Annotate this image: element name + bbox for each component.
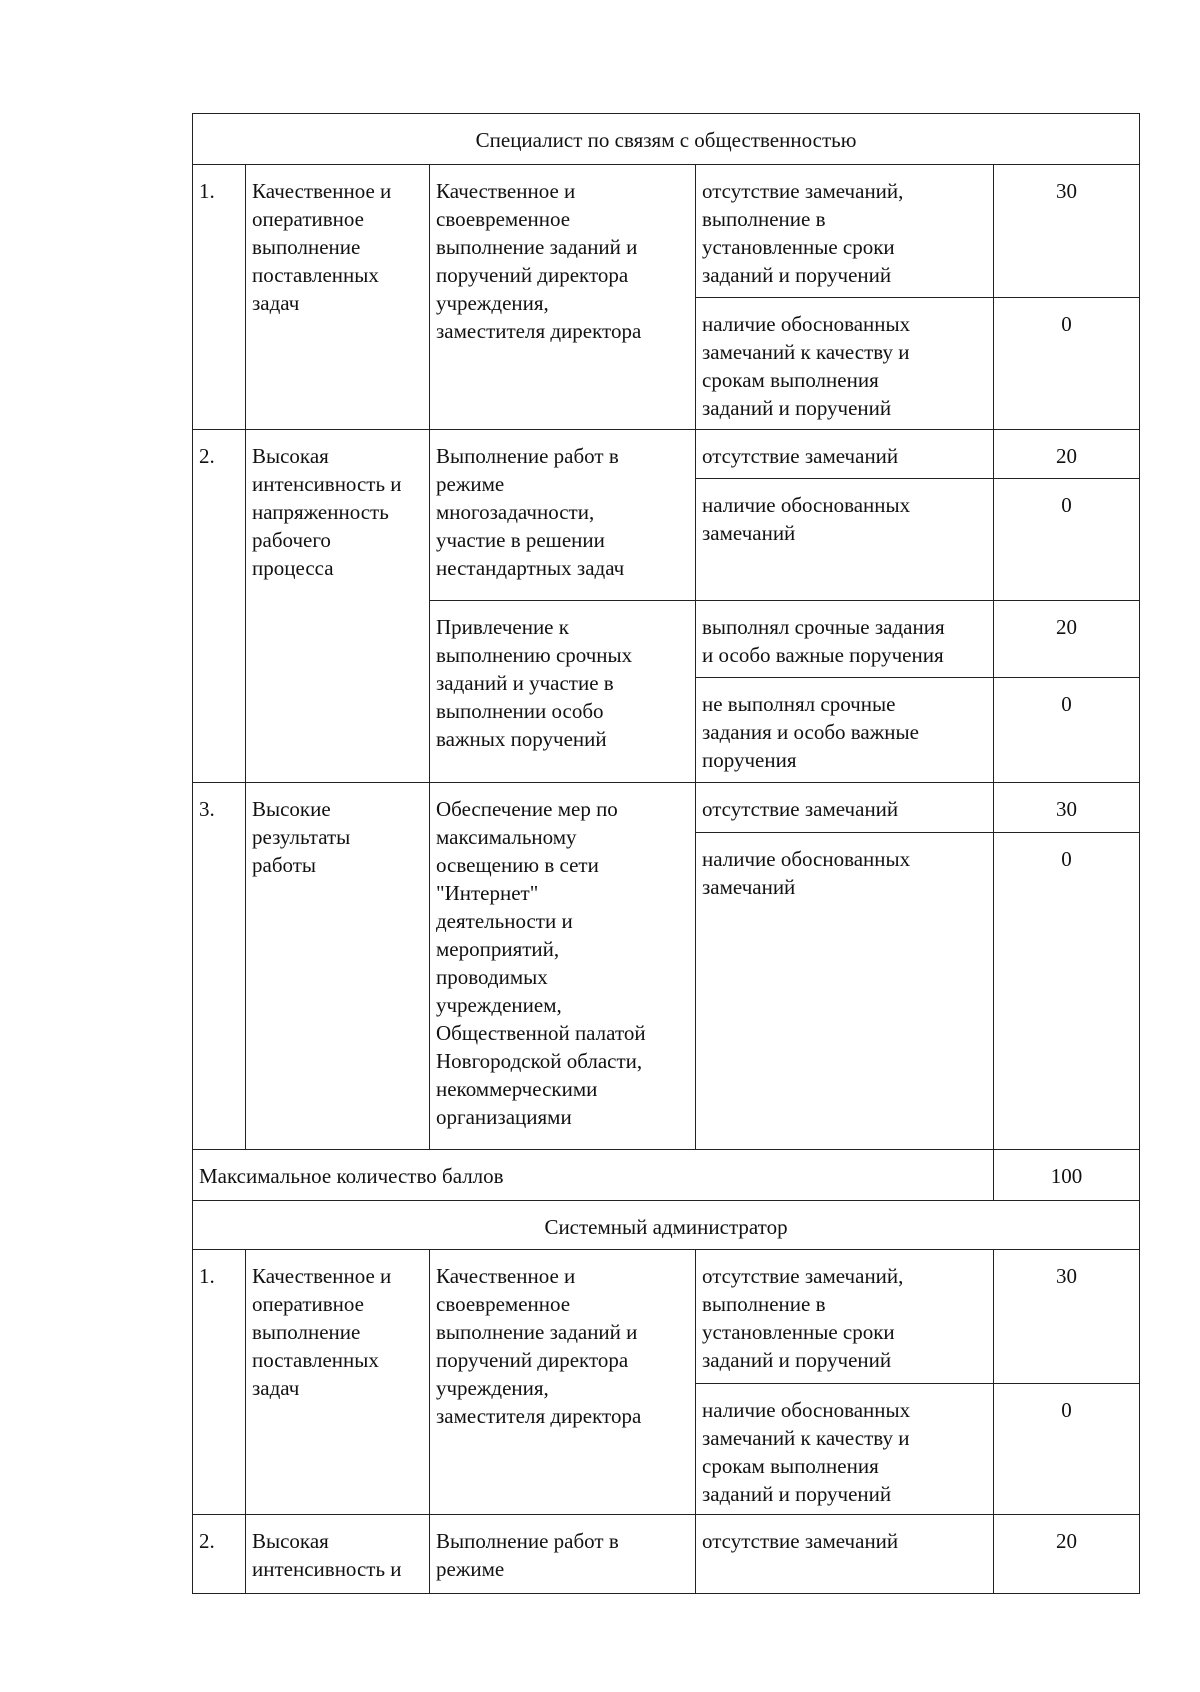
table-row (193, 783, 1140, 833)
points-cell: 30 (994, 165, 1140, 298)
points-cell: 0 (994, 678, 1140, 783)
condition-cell: выполнял срочные задания и особо важные поручения (696, 601, 994, 678)
indicator-cell: Качественное и своевременное выполнение заданий и поручений директора учреждения, заместителя директора (430, 1250, 696, 1515)
criterion-cell: Качественное и оперативное выполнение поставленных задач (246, 165, 430, 430)
condition-cell: отсутствие замечаний, выполнение в установленные сроки заданий и поручений (696, 165, 994, 298)
points-cell: 0 (994, 479, 1140, 601)
condition-cell: наличие обоснованных замечаний (696, 833, 994, 1150)
criterion-cell: Качественное и оперативное выполнение поставленных задач (246, 1250, 430, 1515)
section-title: Специалист по связям с общественностью (193, 114, 1140, 165)
row-number: 2. (193, 1515, 246, 1594)
condition-cell: отсутствие замечаний, выполнение в установленные сроки заданий и поручений (696, 1250, 994, 1384)
table-row (193, 165, 1140, 298)
table-row (193, 1250, 1140, 1384)
points-cell: 20 (994, 430, 1140, 479)
indicator-cell: Привлечение к выполнению срочных заданий и участие в выполнении особо важных поручений (430, 601, 696, 783)
points-cell: 0 (994, 298, 1140, 430)
table-row (193, 1515, 1140, 1594)
table-row (193, 430, 1140, 479)
points-cell: 20 (994, 601, 1140, 678)
total-value: 100 (994, 1150, 1140, 1201)
points-cell: 0 (994, 1384, 1140, 1515)
points-cell: 30 (994, 783, 1140, 833)
condition-cell: наличие обоснованных замечаний (696, 479, 994, 601)
condition-cell: отсутствие замечаний (696, 430, 994, 479)
condition-cell: отсутствие замечаний (696, 1515, 994, 1594)
indicator-cell: Выполнение работ в режиме (430, 1515, 696, 1594)
criterion-cell: Высокие результаты работы (246, 783, 430, 1150)
row-number: 3. (193, 783, 246, 1150)
condition-cell: наличие обоснованных замечаний к качеству и срокам выполнения заданий и поручений (696, 1384, 994, 1515)
points-cell: 20 (994, 1515, 1140, 1594)
criterion-cell: Высокая интенсивность и напряженность рабочего процесса (246, 430, 430, 783)
criterion-cell: Высокая интенсивность и (246, 1515, 430, 1594)
points-cell: 30 (994, 1250, 1140, 1384)
section-header-row (193, 1201, 1140, 1250)
section-title: Системный администратор (193, 1201, 1140, 1250)
total-row (193, 1150, 1140, 1201)
criteria-table (192, 113, 1140, 1594)
row-number: 1. (193, 165, 246, 430)
indicator-cell: Обеспечение мер по максимальному освещению в сети "Интернет" деятельности и мероприятий, проводимых учреждением, Общественной палатой Новгородской области, некоммерческими организациями (430, 783, 696, 1150)
indicator-cell: Качественное и своевременное выполнение заданий и поручений директора учреждения, заместителя директора (430, 165, 696, 430)
row-number: 1. (193, 1250, 246, 1515)
condition-cell: отсутствие замечаний (696, 783, 994, 833)
points-cell: 0 (994, 833, 1140, 1150)
condition-cell: не выполнял срочные задания и особо важные поручения (696, 678, 994, 783)
row-number: 2. (193, 430, 246, 783)
total-label: Максимальное количество баллов (193, 1150, 994, 1201)
section-header-row (193, 114, 1140, 165)
condition-cell: наличие обоснованных замечаний к качеству и срокам выполнения заданий и поручений (696, 298, 994, 430)
indicator-cell: Выполнение работ в режиме многозадачности, участие в решении нестандартных задач (430, 430, 696, 601)
